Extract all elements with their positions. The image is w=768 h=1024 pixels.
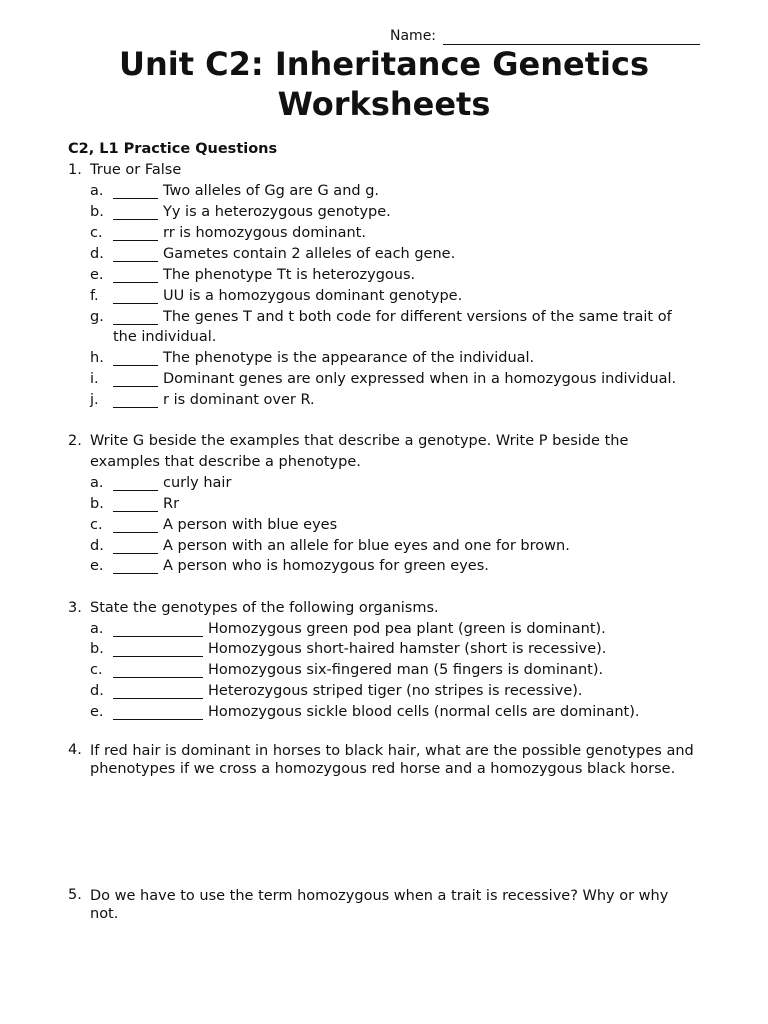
answer-blank[interactable]: [113, 240, 158, 241]
answer-blank[interactable]: [113, 532, 158, 533]
item-text: The phenotype is the appearance of the individual.: [163, 350, 535, 366]
answer-blank[interactable]: [113, 490, 158, 491]
item-letter: e.: [90, 558, 104, 574]
item-text: The genes T and t both code for different versions of the same trait of: [163, 309, 672, 325]
answer-blank[interactable]: [113, 698, 203, 699]
answer-blank[interactable]: [113, 261, 158, 262]
item-text: Homozygous sickle blood cells (normal cells are dominant).: [208, 704, 640, 720]
item-text: A person with an allele for blue eyes and one for brown.: [163, 538, 570, 554]
item-text: The phenotype Tt is heterozygous.: [163, 267, 416, 283]
question-3-stem: State the genotypes of the following organisms.: [90, 600, 439, 616]
name-label: Name:: [390, 28, 437, 44]
answer-blank[interactable]: [113, 219, 158, 220]
question-4-stem: If red hair is dominant in horses to black hair, what are the possible genotypes and phenotypes if we cross a homozygous red horse and a homozygous black horse.: [90, 743, 694, 777]
item-letter: b.: [90, 204, 104, 220]
page-title-line2: Worksheets: [277, 85, 491, 123]
item-text: A person with blue eyes: [163, 517, 338, 533]
item-letter: d.: [90, 246, 104, 262]
section-heading: C2, L1 Practice Questions: [68, 141, 278, 157]
item-letter: i.: [90, 371, 99, 387]
question-4-number: 4.: [68, 742, 82, 758]
item-letter: j.: [90, 392, 99, 408]
item-letter: h.: [90, 350, 104, 366]
question-5-number: 5.: [68, 887, 82, 903]
question-2-stem-line1: Write G beside the examples that describe a genotype. Write P beside the: [90, 433, 629, 449]
answer-blank[interactable]: [113, 407, 158, 408]
item-letter: e.: [90, 267, 104, 283]
answer-blank[interactable]: [113, 511, 158, 512]
item-text: Gametes contain 2 alleles of each gene.: [163, 246, 456, 262]
question-1-number: 1.: [68, 162, 82, 178]
item-letter: a.: [90, 183, 104, 199]
answer-blank[interactable]: [113, 198, 158, 199]
answer-blank[interactable]: [113, 636, 203, 637]
question-1-stem: True or False: [90, 162, 182, 178]
question-2-number: 2.: [68, 433, 82, 449]
item-text: Dominant genes are only expressed when in a homozygous individual.: [163, 371, 677, 387]
item-text: A person who is homozygous for green eyes.: [163, 558, 489, 574]
answer-blank[interactable]: [113, 324, 158, 325]
item-letter: e.: [90, 704, 104, 720]
item-text: r is dominant over R.: [163, 392, 315, 408]
item-letter: d.: [90, 538, 104, 554]
question-2-stem-line2: examples that describe a phenotype.: [90, 454, 361, 470]
question-3-number: 3.: [68, 600, 82, 616]
item-text: rr is homozygous dominant.: [163, 225, 366, 241]
answer-blank[interactable]: [113, 386, 158, 387]
answer-blank[interactable]: [113, 365, 158, 366]
item-letter: f.: [90, 288, 99, 304]
item-text: Rr: [163, 496, 180, 512]
item-letter: b.: [90, 641, 104, 657]
answer-blank[interactable]: [113, 719, 203, 720]
item-text: UU is a homozygous dominant genotype.: [163, 288, 463, 304]
item-letter: a.: [90, 475, 104, 491]
item-text: Two alleles of Gg are G and g.: [163, 183, 380, 199]
answer-blank[interactable]: [113, 282, 158, 283]
item-letter: b.: [90, 496, 104, 512]
item-text: Heterozygous striped tiger (no stripes is recessive).: [208, 683, 583, 699]
item-text: Yy is a heterozygous genotype.: [163, 204, 391, 220]
item-letter: g.: [90, 309, 104, 325]
item-letter: c.: [90, 662, 103, 678]
item-letter: c.: [90, 225, 103, 241]
answer-blank[interactable]: [113, 573, 158, 574]
question-5-stem: Do we have to use the term homozygous when a trait is recessive? Why or why not.: [90, 888, 669, 922]
item-letter: d.: [90, 683, 104, 699]
item-text: Homozygous six-fingered man (5 fingers is dominant).: [208, 662, 604, 678]
item-letter: a.: [90, 621, 104, 637]
answer-blank[interactable]: [113, 677, 203, 678]
answer-blank[interactable]: [113, 656, 203, 657]
answer-blank[interactable]: [113, 553, 158, 554]
answer-blank[interactable]: [113, 303, 158, 304]
item-text: curly hair: [163, 475, 232, 491]
page-title-line1: Unit C2: Inheritance Genetics: [119, 45, 649, 83]
item-text: Homozygous short-haired hamster (short is recessive).: [208, 641, 607, 657]
item-letter: c.: [90, 517, 103, 533]
item-text: Homozygous green pod pea plant (green is dominant).: [208, 621, 606, 637]
item-text-continued: the individual.: [113, 329, 217, 345]
